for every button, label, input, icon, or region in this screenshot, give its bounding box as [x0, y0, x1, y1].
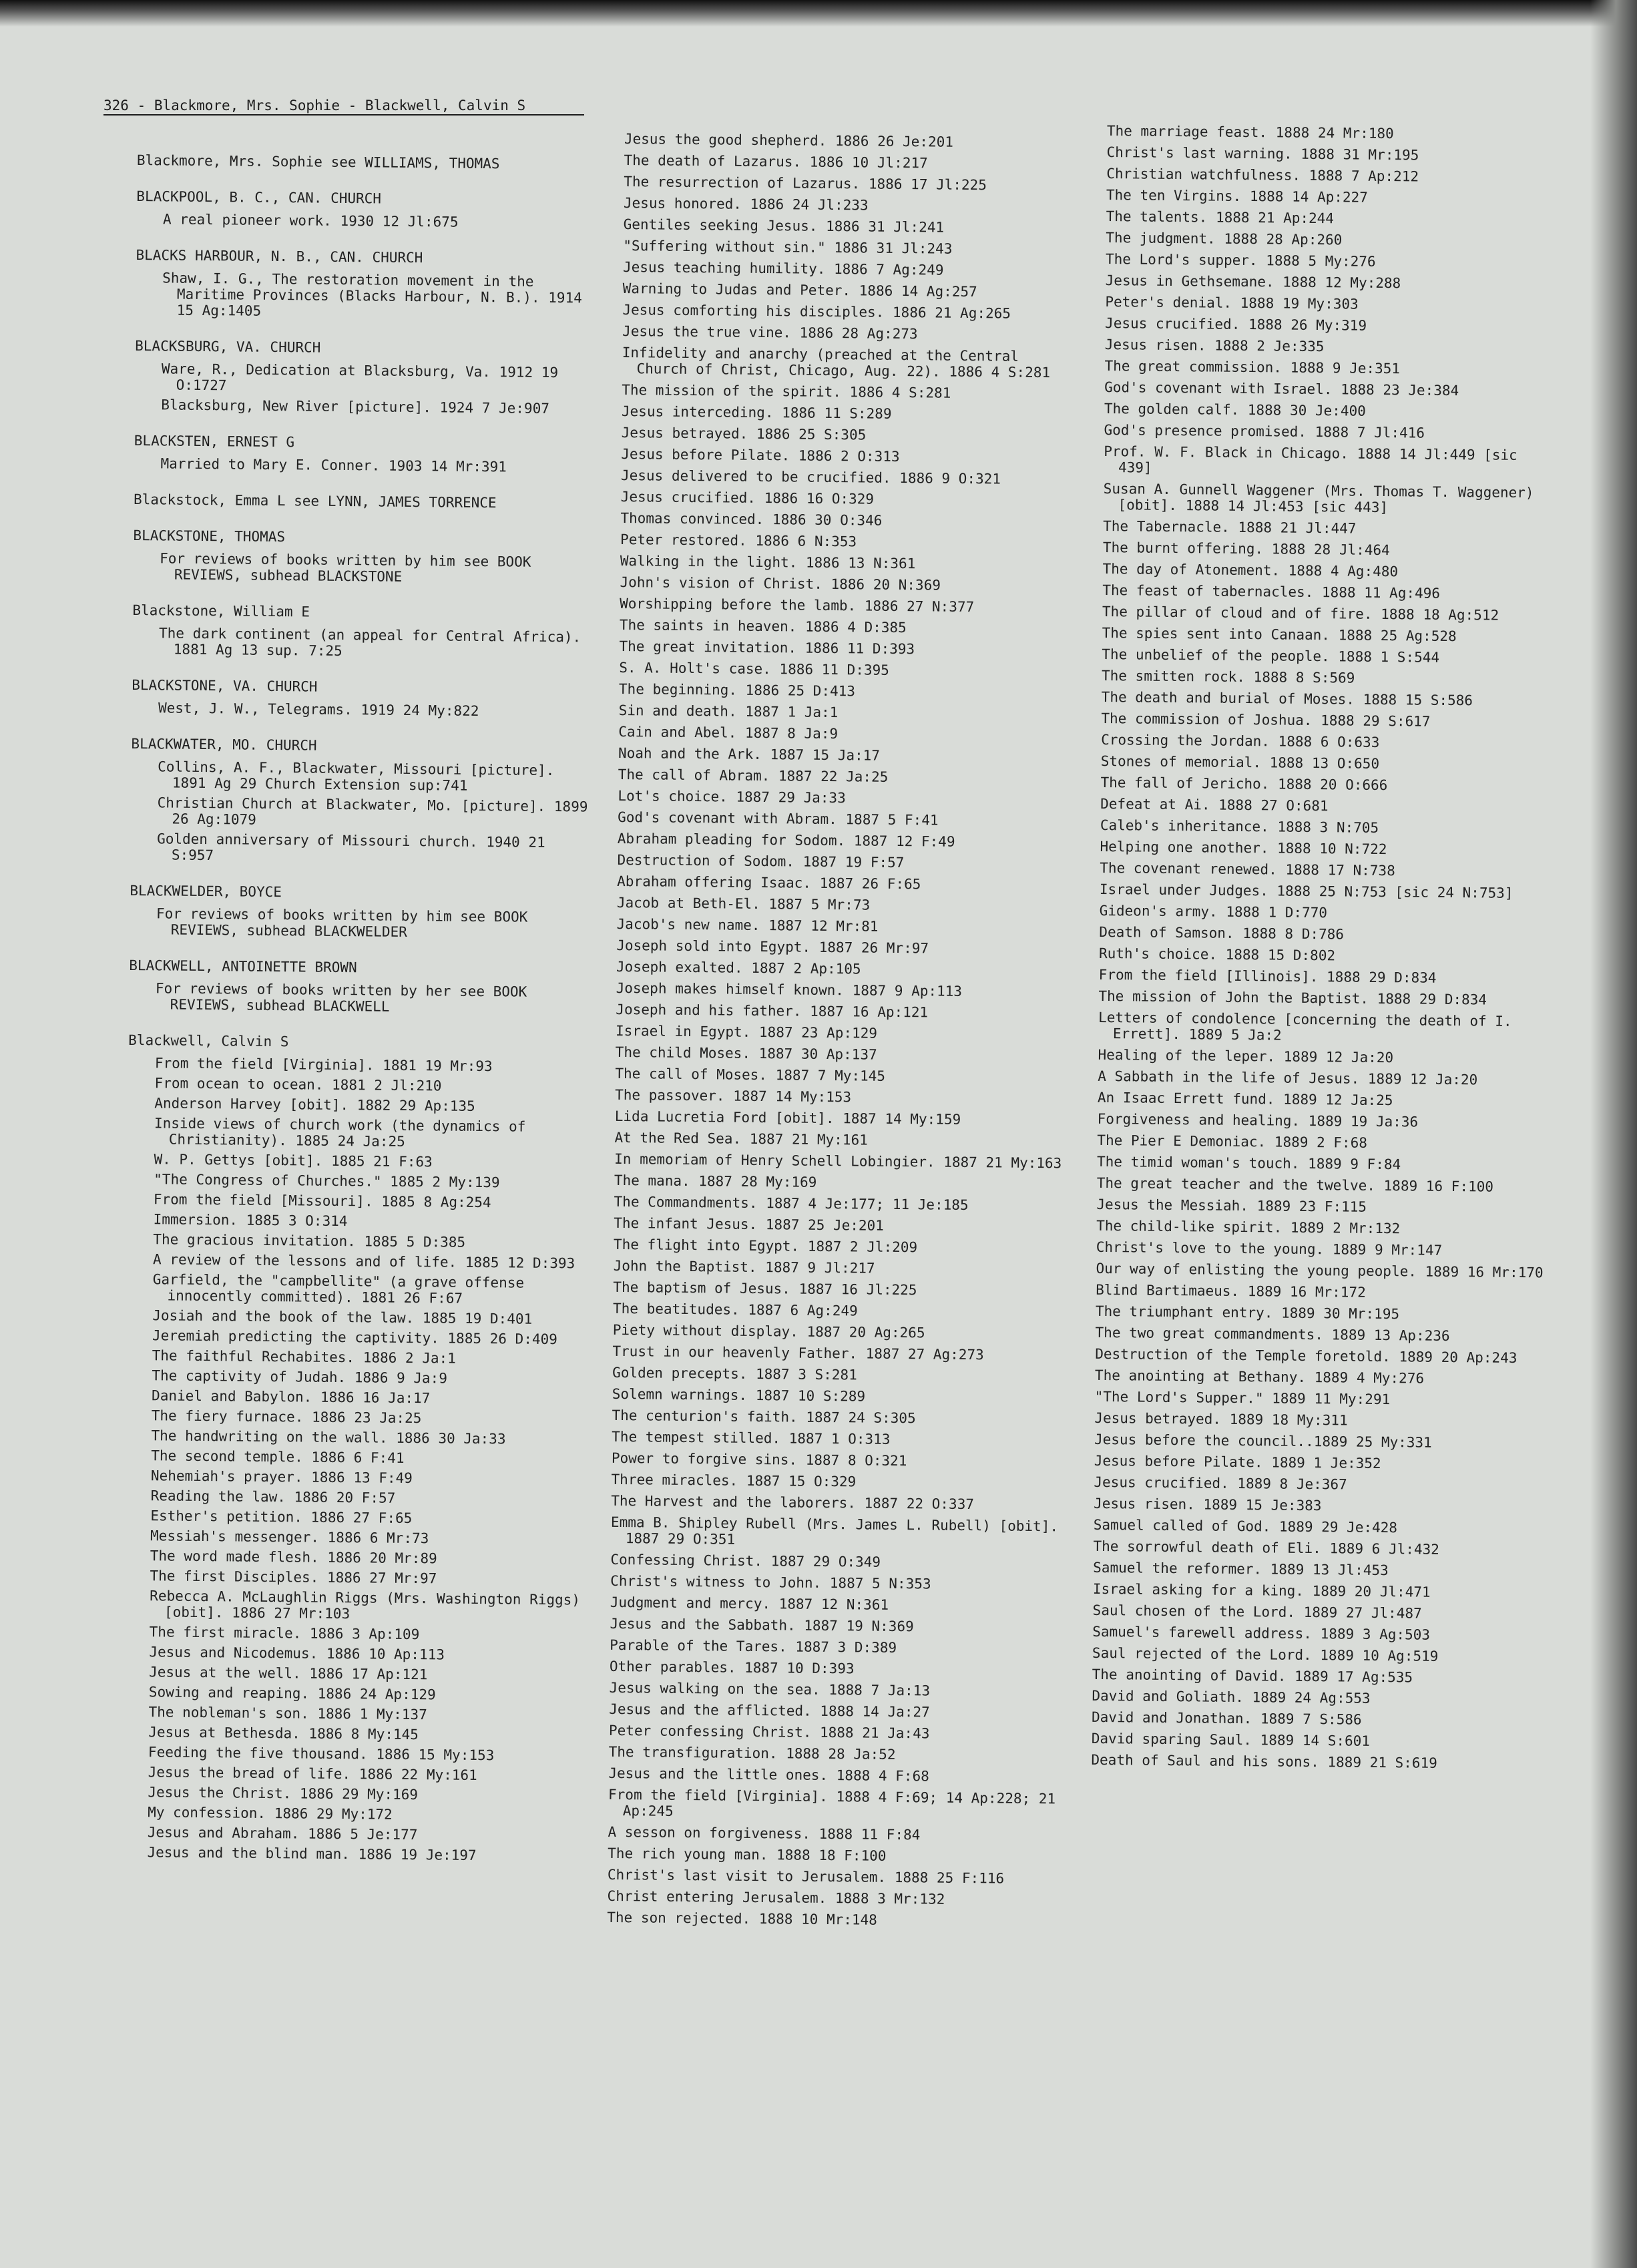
- index-entry: Other parables. 1887 10 D:393: [609, 1658, 855, 1677]
- index-entry: Gentiles seeking Jesus. 1886 31 Jl:241: [623, 216, 945, 236]
- index-entry: The anointing at Bethany. 1889 4 My:276: [1094, 1367, 1425, 1387]
- index-entry: Jesus delivered to be crucified. 1886 9 O:321: [620, 467, 1001, 487]
- index-entry: The ten Virgins. 1888 14 Ap:227: [1106, 186, 1368, 206]
- index-entry: The first miracle. 1886 3 Ap:109: [149, 1624, 420, 1643]
- index-entry: Trust in our heavenly Father. 1887 27 Ag:273: [612, 1343, 984, 1363]
- index-entry: Warning to Judas and Peter. 1886 14 Ag:257: [622, 280, 977, 300]
- index-heading: Blackwell, Calvin S: [128, 1032, 289, 1050]
- index-entry: From the field [Virginia]. 1888 4 F:69; 14 Ap:228; 21 Ap:245: [608, 1786, 1056, 1819]
- scan-gutter-shadow: [1590, 0, 1637, 2268]
- index-entry: Jesus before Pilate. 1886 2 O:313: [621, 445, 900, 465]
- index-entry: Lot's choice. 1887 29 Ja:33: [618, 787, 846, 807]
- index-entry: Nehemiah's prayer. 1886 13 F:49: [150, 1467, 413, 1487]
- index-entry: Blind Bartimaeus. 1889 16 Mr:172: [1096, 1281, 1366, 1301]
- index-entry: Joseph exalted. 1887 2 Ap:105: [616, 958, 861, 977]
- index-entry: Jesus and Nicodemus. 1886 10 Ap:113: [149, 1644, 445, 1663]
- index-entry: Jesus and the Sabbath. 1887 19 N:369: [610, 1615, 914, 1635]
- index-entry: Christ's last visit to Jerusalem. 1888 25 F:116: [607, 1866, 1005, 1887]
- index-entry: Our way of enlisting the young people. 1889 16 Mr:170: [1096, 1260, 1544, 1281]
- index-entry: Jesus the good shepherd. 1886 26 Je:201: [624, 131, 954, 150]
- index-heading: BLACKWELL, ANTOINETTE BROWN: [129, 957, 357, 976]
- index-entry: Destruction of the Temple foretold. 1889 20 Ap:243: [1095, 1345, 1517, 1366]
- index-entry: Abraham pleading for Sodom. 1887 12 F:49: [617, 830, 955, 850]
- index-entry: Jesus and the little ones. 1888 4 F:68: [608, 1765, 929, 1785]
- index-entry: The baptism of Jesus. 1887 16 Jl:225: [613, 1279, 917, 1299]
- index-entry: David and Goliath. 1889 24 Ag:553: [1092, 1687, 1371, 1707]
- index-entry: Jesus at Bethesda. 1886 8 My:145: [148, 1724, 419, 1743]
- index-entry: A Sabbath in the life of Jesus. 1889 12 Ja:20: [1098, 1068, 1478, 1088]
- index-entry: The handwriting on the wall. 1886 30 Ja:33: [151, 1427, 506, 1447]
- index-entry: The burnt offering. 1888 28 Jl:464: [1102, 539, 1390, 559]
- index-entry: Esther's petition. 1886 27 F:65: [150, 1508, 413, 1527]
- index-entry: An Isaac Errett fund. 1889 12 Ja:25: [1097, 1089, 1393, 1109]
- index-entry: The dark continent (an appeal for Central Africa). 1881 Ag 13 sup. 7:25: [158, 625, 581, 659]
- index-entry: The beatitudes. 1887 6 Ag:249: [612, 1300, 858, 1319]
- index-heading: Blackstone, William E: [132, 602, 310, 620]
- index-entry: The smitten rock. 1888 8 S:569: [1101, 667, 1355, 686]
- index-entry: The Pier E Demoniac. 1889 2 F:68: [1097, 1132, 1368, 1151]
- index-entry: The centurion's faith. 1887 24 S:305: [612, 1407, 916, 1427]
- index-entry: Christ's love to the young. 1889 9 Mr:147: [1096, 1238, 1443, 1259]
- index-entry: The mission of John the Baptist. 1888 29 D:834: [1098, 987, 1487, 1008]
- index-entry: Peter's denial. 1888 19 My:303: [1105, 293, 1359, 312]
- index-entry: The rich young man. 1888 18 F:100: [608, 1845, 887, 1864]
- index-entry: The mission of the spirit. 1886 4 S:281: [622, 381, 951, 401]
- index-entry: Christian Church at Blackwater, Mo. [picture]. 1899 26 Ag:1079: [157, 795, 588, 828]
- index-entry: Garfield, the "campbellite" (a grave offense innocently committed). 1881 26 F:67: [152, 1271, 525, 1307]
- index-entry: In memoriam of Henry Schell Lobingier. 1887 21 My:163: [614, 1150, 1062, 1172]
- index-entry: Power to forgive sins. 1887 8 O:321: [611, 1449, 907, 1469]
- index-entry: Three miracles. 1887 15 O:329: [611, 1471, 857, 1490]
- index-entry: The captivity of Judah. 1886 9 Ja:9: [152, 1367, 448, 1387]
- index-entry: God's covenant with Abram. 1887 5 F:41: [618, 809, 939, 829]
- index-entry: Worshipping before the lamb. 1886 27 N:377: [620, 595, 975, 616]
- index-entry: The Commandments. 1887 4 Je:177; 11 Je:185: [614, 1193, 969, 1214]
- index-entry: The beginning. 1886 25 D:413: [618, 680, 856, 700]
- index-entry: Jesus the Christ. 1886 29 My:169: [148, 1784, 419, 1803]
- index-entry: Samuel's farewell address. 1889 3 Ag:503: [1092, 1623, 1431, 1643]
- index-entry: Jesus at the well. 1886 17 Ap:121: [149, 1664, 428, 1683]
- index-entry: For reviews of books written by her see BOOK REVIEWS, subhead BLACKWELL: [155, 980, 527, 1015]
- index-entry: Saul chosen of the Lord. 1889 27 Jl:487: [1092, 1602, 1422, 1622]
- index-entry: The mana. 1887 28 My:169: [614, 1172, 817, 1190]
- index-entry: Golden anniversary of Missouri church. 1940 21 S:957: [157, 831, 545, 864]
- page-header: 326 - Blackmore, Mrs. Sophie - Blackwell, Calvin S: [103, 97, 584, 116]
- index-entry: David and Jonathan. 1889 7 S:586: [1091, 1709, 1362, 1728]
- index-entry: The talents. 1888 21 Ap:244: [1106, 208, 1335, 227]
- index-entry: The transfiguration. 1888 28 Ja:52: [608, 1743, 896, 1763]
- index-entry: Helping one another. 1888 10 N:722: [1100, 838, 1387, 858]
- index-entry: Infidelity and anarchy (preached at the Central Church of Christ, Chicago, Aug. 22). 1886 4 S:281: [622, 344, 1051, 381]
- index-entry: Inside views of church work (the dynamics of Christianity). 1885 24 Ja:25: [154, 1115, 526, 1150]
- index-entry: Jesus comforting his disciples. 1886 21 Ag:265: [622, 301, 1011, 322]
- index-entry: Jesus risen. 1888 2 Je:335: [1104, 336, 1325, 355]
- index-entry: Jesus the Messiah. 1889 23 F:115: [1096, 1196, 1367, 1215]
- index-entry: The triumphant entry. 1889 30 Mr:195: [1095, 1303, 1400, 1323]
- index-entry: John the Baptist. 1887 9 Jl:217: [613, 1257, 875, 1277]
- index-entry: Messiah's messenger. 1886 6 Mr:73: [150, 1528, 429, 1547]
- index-entry: Jesus and the blind man. 1886 19 Je:197: [147, 1844, 477, 1863]
- index-heading: BLACKS HARBOUR, N. B., CAN. CHURCH: [136, 246, 423, 266]
- index-column-3: [1091, 123, 1561, 1777]
- index-entry: The feast of tabernacles. 1888 11 Ag:496: [1102, 582, 1441, 602]
- index-entry: Jesus betrayed. 1889 18 My:311: [1094, 1409, 1348, 1429]
- index-entry: Joseph makes himself known. 1887 9 Ap:113: [616, 979, 963, 999]
- index-entry: The golden calf. 1888 30 Je:400: [1104, 400, 1366, 419]
- index-entry: For reviews of books written by him see BOOK REVIEWS, subhead BLACKSTONE: [160, 550, 531, 585]
- index-entry: Jesus before Pilate. 1889 1 Je:352: [1094, 1452, 1381, 1472]
- index-entry: For reviews of books written by him see BOOK REVIEWS, subhead BLACKWELDER: [156, 905, 528, 940]
- index-entry: Jesus honored. 1886 24 Jl:233: [623, 194, 869, 214]
- index-entry: West, J. W., Telegrams. 1919 24 My:822: [158, 700, 479, 719]
- index-entry: Joseph and his father. 1887 16 Ap:121: [616, 1001, 929, 1021]
- index-entry: The first Disciples. 1886 27 Mr:97: [150, 1568, 437, 1587]
- index-entry: Jesus the true vine. 1886 28 Ag:273: [622, 322, 918, 343]
- index-entry: Jesus teaching humility. 1886 7 Ag:249: [622, 258, 944, 278]
- index-entry: Josiah and the book of the law. 1885 19 D:401: [152, 1307, 533, 1327]
- index-entry: Shaw, I. G., The restoration movement in the Maritime Provinces (Blacks Harbour, N. B.). 1914 15 Ag:1405: [162, 270, 582, 319]
- index-entry: The death and burial of Moses. 1888 15 S:586: [1101, 688, 1473, 709]
- index-entry: The great teacher and the twelve. 1889 16 F:100: [1096, 1174, 1494, 1195]
- index-entry: God's covenant with Israel. 1888 23 Je:384: [1104, 379, 1459, 399]
- index-entry: Jesus walking on the sea. 1888 7 Ja:13: [609, 1679, 931, 1699]
- index-entry: John's vision of Christ. 1886 20 N:369: [620, 574, 941, 594]
- index-entry: The covenant renewed. 1888 17 N:738: [1100, 859, 1395, 879]
- index-entry: The child Moses. 1887 30 Ap:137: [615, 1044, 877, 1063]
- index-entry: Samuel called of God. 1889 29 Je:428: [1093, 1516, 1398, 1536]
- index-entry: Stones of memorial. 1888 13 O:650: [1100, 752, 1380, 772]
- index-entry: Abraham offering Isaac. 1887 26 F:65: [617, 873, 921, 893]
- index-entry: Jesus crucified. 1886 16 O:329: [620, 488, 875, 507]
- index-entry: The Harvest and the laborers. 1887 22 O:337: [611, 1492, 975, 1513]
- index-heading: BLACKSBURG, VA. CHURCH: [135, 337, 321, 356]
- index-heading: BLACKSTONE, THOMAS: [133, 527, 286, 545]
- index-heading: BLACKWELDER, BOYCE: [130, 882, 282, 901]
- index-entry: The anointing of David. 1889 17 Ag:535: [1092, 1666, 1413, 1686]
- index-entry: From ocean to ocean. 1881 2 Jl:210: [154, 1075, 442, 1094]
- index-entry: From the field [Virginia]. 1881 19 Mr:93: [154, 1055, 493, 1075]
- index-entry: S. A. Holt's case. 1886 11 D:395: [619, 659, 889, 678]
- index-entry: The fall of Jericho. 1888 20 O:666: [1100, 774, 1388, 794]
- index-entry: Defeat at Ai. 1888 27 O:681: [1100, 795, 1329, 815]
- index-entry: The day of Atonement. 1888 4 Ag:480: [1102, 560, 1399, 580]
- index-entry: Israel in Egypt. 1887 23 Ap:129: [615, 1022, 878, 1042]
- index-entry: The nobleman's son. 1886 1 My:137: [148, 1704, 427, 1723]
- index-entry: Ware, R., Dedication at Blacksburg, Va. 1912 19 O:1727: [161, 361, 559, 394]
- index-entry: Reading the law. 1886 20 F:57: [150, 1488, 396, 1506]
- index-entry: Prof. W. F. Black in Chicago. 1888 14 Jl:449 [sic 439]: [1104, 443, 1517, 476]
- index-entry: Death of Saul and his sons. 1889 21 S:619: [1091, 1751, 1437, 1771]
- index-entry: Jesus risen. 1889 15 Je:383: [1094, 1495, 1322, 1514]
- index-entry: Married to Mary E. Conner. 1903 14 Mr:391: [160, 455, 507, 475]
- index-entry: The resurrection of Lazarus. 1886 17 Jl:225: [624, 173, 987, 194]
- index-entry: From the field [Illinois]. 1888 29 D:834: [1098, 966, 1437, 986]
- index-entry: Saul rejected of the Lord. 1889 10 Ag:519: [1092, 1644, 1439, 1664]
- index-entry: The passover. 1887 14 My:153: [615, 1086, 852, 1106]
- index-entry: Jesus the bread of life. 1886 22 My:161: [148, 1764, 477, 1784]
- index-entry: Golden precepts. 1887 3 S:281: [612, 1364, 857, 1383]
- scan-top-edge: [0, 0, 1637, 27]
- index-entry: The call of Moses. 1887 7 My:145: [615, 1065, 886, 1084]
- index-entry: The unbelief of the people. 1888 1 S:544: [1102, 646, 1440, 666]
- index-entry: Confessing Christ. 1887 29 O:349: [610, 1551, 881, 1570]
- index-entry: From the field [Missouri]. 1885 8 Ag:254: [153, 1191, 491, 1211]
- index-entry: Christ entering Jerusalem. 1888 3 Mr:132: [607, 1887, 945, 1907]
- index-entry: The marriage feast. 1888 24 Mr:180: [1106, 123, 1394, 142]
- index-entry: Sin and death. 1887 1 Ja:1: [618, 702, 839, 721]
- index-entry: Christ's witness to John. 1887 5 N:353: [610, 1572, 931, 1592]
- index-entry: The commission of Joshua. 1888 29 S:617: [1101, 710, 1431, 730]
- index-entry: Destruction of Sodom. 1887 19 F:57: [617, 851, 905, 871]
- index-entry: Jacob's new name. 1887 12 Mr:81: [616, 915, 879, 935]
- index-entry: The great commission. 1888 9 Je:351: [1104, 357, 1401, 377]
- index-entry: The flight into Egypt. 1887 2 Jl:209: [613, 1236, 918, 1256]
- index-entry: The great invitation. 1886 11 D:393: [619, 638, 915, 658]
- index-entry: Susan A. Gunnell Waggener (Mrs. Thomas T. Waggener) [obit]. 1888 14 Jl:453 [sic 443]: [1103, 480, 1534, 516]
- index-entry: A sesson on forgiveness. 1888 11 F:84: [608, 1823, 921, 1843]
- index-entry: Jesus interceding. 1886 11 S:289: [621, 403, 892, 422]
- index-heading: BLACKSTONE, VA. CHURCH: [132, 676, 318, 695]
- index-entry: Immersion. 1885 3 O:314: [153, 1211, 348, 1230]
- index-entry: Walking in the light. 1886 13 N:361: [620, 552, 916, 572]
- index-entry: W. P. Gettys [obit]. 1885 21 F:63: [154, 1151, 433, 1170]
- index-entry: The sorrowful death of Eli. 1889 6 Jl:432: [1093, 1538, 1440, 1558]
- index-entry: Peter restored. 1886 6 N:353: [620, 531, 857, 550]
- index-entry: My confession. 1886 29 My:172: [148, 1804, 393, 1823]
- index-heading: BLACKPOOL, B. C., CAN. CHURCH: [136, 188, 382, 207]
- index-entry: Christian watchfulness. 1888 7 Ap:212: [1106, 165, 1419, 185]
- index-entry: Ruth's choice. 1888 15 D:802: [1098, 945, 1336, 964]
- index-entry: Israel asking for a king. 1889 20 Jl:471: [1092, 1580, 1431, 1600]
- index-entry: Emma B. Shipley Rubell (Mrs. James L. Rubell) [obit]. 1887 29 O:351: [610, 1514, 1059, 1548]
- index-entry: The call of Abram. 1887 22 Ja:25: [618, 766, 889, 785]
- index-entry: Christ's last warning. 1888 31 Mr:195: [1106, 144, 1419, 164]
- index-entry: The tempest stilled. 1887 1 O:313: [612, 1428, 891, 1447]
- index-heading: Blackmore, Mrs. Sophie see WILLIAMS, THOMAS: [136, 152, 500, 172]
- index-entry: The second temple. 1886 6 F:41: [151, 1447, 405, 1466]
- index-entry: Jesus crucified. 1888 26 My:319: [1105, 314, 1367, 334]
- index-entry: Letters of condolence [concerning the death of I. Errett]. 1889 5 Ja:2: [1098, 1009, 1512, 1044]
- index-entry: Anderson Harvey [obit]. 1882 29 Ap:135: [154, 1095, 475, 1114]
- index-entry: The word made flesh. 1886 20 Mr:89: [150, 1548, 437, 1567]
- index-entry: Jacob at Beth-El. 1887 5 Mr:73: [616, 894, 871, 913]
- index-entry: Piety without display. 1887 20 Ag:265: [612, 1321, 925, 1341]
- index-entry: Thomas convinced. 1886 30 O:346: [620, 509, 883, 529]
- index-entry: "Suffering without sin." 1886 31 Jl:243: [623, 237, 953, 257]
- index-entry: David sparing Saul. 1889 14 S:601: [1091, 1730, 1371, 1749]
- index-entry: "The Lord's Supper." 1889 11 My:291: [1094, 1388, 1391, 1408]
- index-entry: The son rejected. 1888 10 Mr:148: [607, 1909, 877, 1928]
- index-entry: At the Red Sea. 1887 21 My:161: [614, 1129, 868, 1148]
- index-column-1: [120, 152, 598, 1869]
- index-entry: Israel under Judges. 1888 25 N:753 [sic 24 N:753]: [1099, 881, 1513, 901]
- index-entry: Healing of the leper. 1889 12 Ja:20: [1098, 1046, 1394, 1066]
- index-entry: Samuel the reformer. 1889 13 Jl:453: [1093, 1559, 1389, 1579]
- index-entry: A real pioneer work. 1930 12 Jl:675: [162, 211, 459, 230]
- index-entry: Solemn warnings. 1887 10 S:289: [612, 1385, 866, 1405]
- index-entry: Gideon's army. 1888 1 D:770: [1099, 902, 1328, 921]
- index-entry: Feeding the five thousand. 1886 15 My:153: [148, 1744, 495, 1764]
- index-entry: Rebecca A. McLaughlin Riggs (Mrs. Washington Riggs) [obit]. 1886 27 Mr:103: [150, 1588, 581, 1622]
- index-entry: The gracious invitation. 1885 5 D:385: [153, 1231, 466, 1251]
- index-entry: The Lord's supper. 1888 5 My:276: [1105, 250, 1376, 270]
- index-entry: Death of Samson. 1888 8 D:786: [1099, 923, 1345, 943]
- index-heading: BLACKWATER, MO. CHURCH: [131, 735, 317, 754]
- index-entry: The Tabernacle. 1888 21 Jl:447: [1103, 517, 1357, 537]
- index-entry: The faithful Rechabites. 1886 2 Ja:1: [152, 1347, 456, 1367]
- index-entry: The death of Lazarus. 1886 10 Jl:217: [624, 152, 928, 172]
- index-entry: A review of the lessons and of life. 1885 12 D:393: [152, 1251, 575, 1272]
- index-entry: Lida Lucretia Ford [obit]. 1887 14 My:159: [614, 1108, 961, 1128]
- index-entry: Judgment and mercy. 1887 12 N:361: [610, 1594, 889, 1613]
- index-entry: Jesus in Gethsemane. 1888 12 My:288: [1105, 272, 1401, 292]
- index-entry: Joseph sold into Egypt. 1887 26 Mr:97: [616, 937, 929, 957]
- index-entry: The two great commandments. 1889 13 Ap:236: [1095, 1324, 1450, 1345]
- index-entry: Caleb's inheritance. 1888 3 N:705: [1100, 817, 1379, 836]
- index-entry: The timid woman's touch. 1889 9 F:84: [1096, 1153, 1401, 1173]
- index-entry: Jesus crucified. 1889 8 Je:367: [1094, 1473, 1347, 1493]
- index-entry: The judgment. 1888 28 Ap:260: [1106, 229, 1343, 248]
- index-entry: Jesus and the afflicted. 1888 14 Ja:27: [609, 1700, 930, 1721]
- index-entry: The child-like spirit. 1889 2 Mr:132: [1096, 1217, 1401, 1237]
- index-entry: The pillar of cloud and of fire. 1888 18 Ag:512: [1102, 603, 1499, 624]
- index-entry: God's presence promised. 1888 7 Jl:416: [1104, 421, 1425, 441]
- index-entry: Jesus betrayed. 1886 25 S:305: [621, 424, 867, 443]
- index-entry: The infant Jesus. 1887 25 Je:201: [614, 1214, 884, 1234]
- index-entry: Parable of the Tares. 1887 3 D:389: [610, 1636, 897, 1656]
- index-entry: Blacksburg, New River [picture]. 1924 7 Je:907: [161, 397, 550, 417]
- index-heading: Blackstock, Emma L see LYNN, JAMES TORRENCE: [133, 491, 497, 511]
- index-entry: Jeremiah predicting the captivity. 1885 26 D:409: [152, 1327, 557, 1348]
- index-entry: The saints in heaven. 1886 4 D:385: [619, 616, 907, 636]
- index-entry: Collins, A. F., Blackwater, Missouri [picture]. 1891 Ag 29 Church Extension sup:741: [158, 758, 555, 794]
- index-entry: "The Congress of Churches." 1885 2 My:139: [154, 1171, 500, 1191]
- index-entry: Peter confessing Christ. 1888 21 Ja:43: [608, 1722, 930, 1742]
- index-entry: Sowing and reaping. 1886 24 Ap:129: [148, 1684, 436, 1703]
- index-entry: Crossing the Jordan. 1888 6 O:633: [1101, 731, 1380, 750]
- index-heading: BLACKSTEN, ERNEST G: [134, 432, 295, 451]
- index-entry: Jesus and Abraham. 1886 5 Je:177: [147, 1824, 418, 1843]
- index-column-2: [607, 131, 1078, 1935]
- index-entry: Daniel and Babylon. 1886 16 Ja:17: [152, 1387, 431, 1407]
- index-entry: Noah and the Ark. 1887 15 Ja:17: [618, 744, 881, 764]
- index-entry: Cain and Abel. 1887 8 Ja:9: [618, 723, 839, 742]
- index-entry: Jesus before the council..1889 25 My:331: [1094, 1431, 1432, 1451]
- index-entry: The fiery furnace. 1886 23 Ja:25: [151, 1407, 422, 1427]
- index-entry: The spies sent into Canaan. 1888 25 Ag:528: [1102, 624, 1457, 645]
- index-entry: Forgiveness and healing. 1889 19 Ja:36: [1097, 1110, 1419, 1130]
